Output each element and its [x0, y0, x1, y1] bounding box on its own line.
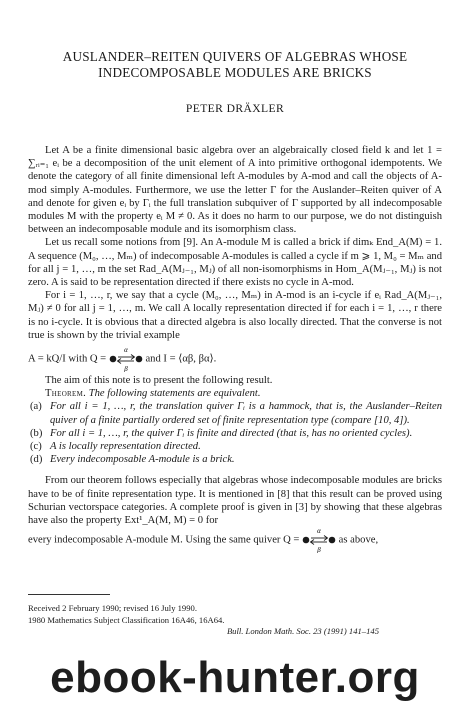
theorem-item-b: (b) For all i = 1, …, r, the quiver Γᵢ is finite and directed (that is, has no oriented cycles). — [30, 427, 413, 439]
example-lhs: A = kQ/I with Q = — [28, 353, 107, 365]
paragraph-consequence: From our theorem follows especially that algebras whose indecomposable modules are bricks have to be of finite representation type. It is mentioned in [8] that this result can be proved using Schurian vectorspace categories. A complete proof is given in [3] by showing that these algebras have also the property Ext¹_A(M, M) = 0 for — [28, 475, 442, 527]
footnote-received: Received 2 February 1990; revised 16 July 1990. — [28, 603, 197, 613]
quiver-diagram — [109, 346, 143, 372]
quiver-diagram-2 — [302, 527, 336, 553]
theorem-item-d: (d) Every indecomposable A-module is a brick. — [30, 454, 235, 466]
theorem-intro: The following statements are equivalent. — [88, 388, 261, 400]
watermark: ebook-hunter.org — [50, 653, 420, 702]
paragraph-aim: The aim of this note is to present the following result. — [45, 375, 273, 387]
example-equation — [28, 346, 442, 372]
footnotes — [28, 603, 442, 638]
footnote-rule — [28, 594, 110, 595]
author-name: PETER DRÄXLER — [185, 102, 285, 115]
quiver-2-beta-label: β — [317, 546, 321, 554]
title-line-1: AUSLANDER–REITEN QUIVERS OF ALGEBRAS WHOSE — [62, 49, 408, 64]
theorem-item-a: (a) For all i = 1, …, r, the translation quiver Γᵢ is a hammock, that is, the Auslander–Reiten quiver of a finite partially ordered set of finite representation type (compare [10, 4]). — [30, 401, 442, 426]
theorem-statements — [28, 400, 442, 466]
theorem-item-c: (c) A is locally representation directed. — [30, 441, 201, 453]
theorem-heading — [28, 387, 442, 400]
paragraph-consequence-last-line: every indecomposable A-module M. Using the same quiver Q = α β as above, — [28, 527, 379, 554]
footnote-journal: Bull. London Math. Soc. 23 (1991) 141–145 — [226, 626, 379, 636]
quiver-alpha-label: α — [123, 346, 128, 355]
paragraph-i-cycle: For i = 1, …, r, we say that a cycle (M₀, …, Mₘ) in A-mod is an i-cycle if eᵢ Rad_A(Mⱼ₋₁, Mⱼ) ≠ 0 for all j = 1, …, m. We call A locally representation directed if for each i = 1, …, r there is no i-cycle. It is obvious that a directed algebra is also locally directed. That the converse is not true is shown by the trivial example — [28, 290, 442, 341]
title-line-2: INDECOMPOSABLE MODULES ARE BRICKS — [98, 65, 372, 80]
example-rhs: and I = ⟨αβ, βα⟩. — [145, 353, 217, 365]
quiver-2-alpha-label: α — [317, 527, 321, 536]
paper-title — [28, 49, 442, 81]
paragraph-intro: Let A be a finite dimensional basic algebra over an algebraically closed field k and let 1 = ∑ᵣᵢ₌₁ eᵢ be a decomposition of the unit element of A into primitive orthogonal idempotents. We denote the category of all finite dimensional left A-modules by A-mod and call the objects of A-mod simply A-modules. Furthermore, we use the letter Γ for the Auslander–Reiten quiver of A and denote for given eᵢ by Γᵢ the full translation subquiver of Γ supported by all indecomposable modules M with the property eᵢ M ≠ 0. As it does no harm to our purpose, we do not distinguish between an indecomposable module and its isomorphism class. — [28, 145, 442, 236]
footnote-msc: 1980 Mathematics Subject Classification 16A46, 16A64. — [28, 614, 225, 625]
theorem-label: Theorem. — [45, 388, 87, 400]
quiver-beta-label: β — [124, 365, 128, 373]
paragraph-brick-definition: Let us recall some notions from [9]. An A-module M is called a brick if dimₖ End_A(M) = 1. A sequence (M₀, …, Mₘ) of indecomposable A-modules is called a cycle if m ⩾ 1, M₀ = Mₘ and for all j = 1, …, m the set Rad_A(Mⱼ₋₁, Mⱼ) of all non-isomorphisms in Hom_A(Mⱼ₋₁, Mⱼ) is not zero. A is said to be representation directed if there exists no cycle in A-mod. — [28, 237, 442, 289]
paper-body — [28, 144, 442, 553]
